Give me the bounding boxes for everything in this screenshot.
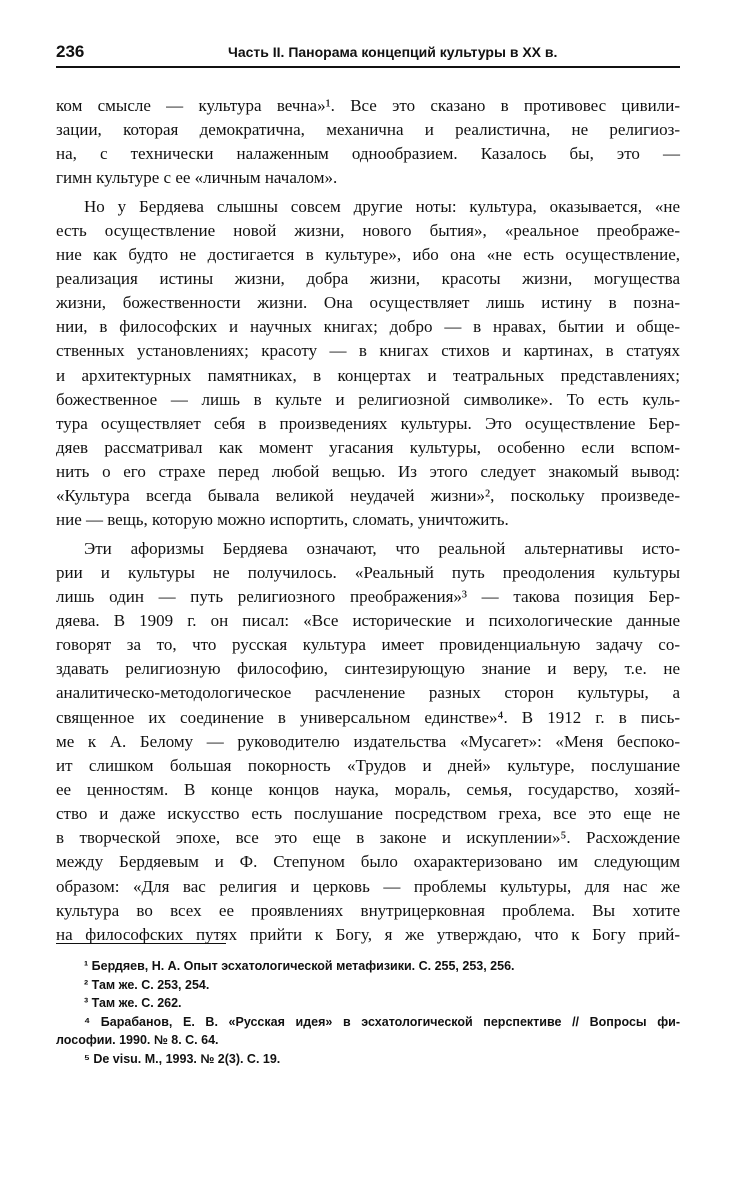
text-line: священное их соединение в универсальном единстве»⁴. В 1912 г. в пись- bbox=[56, 707, 680, 727]
text-line: ние как будто не достигается в культуре», ибо она «не есть осуществление, bbox=[56, 244, 680, 264]
text-line: реализация истины жизни, добра жизни, красоты жизни, могущества bbox=[56, 268, 680, 288]
text-line: «Культура всегда бывала великой неудачей жизни»², поскольку произведе- bbox=[56, 486, 680, 506]
body-text bbox=[56, 94, 680, 947]
text-line: божественное — лишь в культе и религиозной символике». То есть куль- bbox=[56, 389, 680, 409]
text-line: дяев рассматривал как момент угасания культуры, особенно если вспом- bbox=[56, 437, 680, 457]
text-line: ее ценностям. В конце концов наука, мораль, семья, государство, хозяй- bbox=[56, 779, 680, 799]
footnote: ¹ Бердяев, Н. А. Опыт эсхатологической метафизики. С. 255, 253, 256. bbox=[84, 959, 515, 973]
text-line: ние — вещь, которую можно испортить, сломать, уничтожить. bbox=[56, 510, 509, 530]
footnote-continuation: лософии. 1990. № 8. С. 64. bbox=[56, 1033, 219, 1047]
text-line: здавать религиозную философию, синтезирующую знание и веру, т.е. не bbox=[56, 659, 680, 679]
text-line: в творческой эпохе, все это еще в законе и искуплении»⁵. Расхождение bbox=[56, 828, 680, 848]
text-line: Эти афоризмы Бердяева означают, что реальной альтернативы исто- bbox=[84, 538, 680, 558]
footnotes bbox=[56, 957, 680, 1068]
text-line: нии, в философских и научных книгах; добро — в нравах, бытии и обще- bbox=[56, 317, 680, 337]
text-line: есть осуществление новой жизни, нового бытия», «реальное преображе- bbox=[56, 220, 680, 240]
text-line: рии и культуры не получилось. «Реальный путь преодоления культуры bbox=[56, 562, 680, 582]
footnote: ⁵ De visu. M., 1993. № 2(3). С. 19. bbox=[84, 1051, 281, 1066]
footnote: ³ Там же. С. 262. bbox=[84, 996, 182, 1010]
text-line: гимн культуре с ее «личным началом». bbox=[56, 168, 338, 188]
footnote: ⁴ Барабанов, Е. В. «Русская идея» в эсхатологической перспективе // Вопросы фи- bbox=[84, 1014, 680, 1029]
text-line: дяева. В 1909 г. он писал: «Все исторические и психологические данные bbox=[56, 610, 680, 630]
text-line: тура осуществляет себя в произведениях культуры. Это осуществление Бер- bbox=[56, 413, 680, 433]
text-line: ит слишком большая покорность «Трудов и дней» культуре, послушание bbox=[56, 755, 680, 775]
text-line: зации, которая демократична, механична и реалистична, не религиоз- bbox=[56, 120, 680, 140]
text-line: аналитическо-методологическое расчленение разных сторон культуры, а bbox=[56, 683, 680, 703]
text-line: ственных установлениях; красоту — в книгах стихов и картинах, в статуях bbox=[56, 341, 680, 361]
page-header bbox=[56, 40, 680, 68]
text-line: на, с технически налаженным однообразием. Казалось бы, это — bbox=[56, 144, 680, 164]
running-title: Часть II. Панорама концепций культуры в XX в. bbox=[228, 44, 558, 60]
text-line: говорят за то, что русская культура имеет провиденциальную задачу со- bbox=[56, 635, 680, 655]
text-line: культура во всех ее проявлениях внутрицерковная проблема. Вы хотите bbox=[56, 900, 680, 920]
text-line: на философских путях прийти к Богу, я же утверждаю, что к Богу прий- bbox=[56, 924, 680, 944]
text-line: жизни, божественности жизни. Она осуществляет лишь истину в позна- bbox=[56, 293, 680, 313]
text-line: образом: «Для вас религия и церковь — проблемы культуры, для нас же bbox=[56, 876, 680, 896]
text-line: ство и даже искусство есть послушание посредством греха, все это еще не bbox=[56, 804, 680, 824]
footnote: ² Там же. С. 253, 254. bbox=[84, 977, 210, 992]
footnote-divider bbox=[56, 943, 226, 944]
text-line: и архитектурных памятниках, в концертах и театральных представлениях; bbox=[56, 365, 680, 385]
text-line: ком смысле — культура вечна»¹. Все это сказано в противовес цивили- bbox=[56, 96, 680, 115]
text-line: ме к А. Белому — руководителю издательства «Мусагет»: «Меня беспоко- bbox=[56, 731, 680, 751]
text-line: Но у Бердяева слышны совсем другие ноты: культура, оказывается, «не bbox=[84, 196, 680, 216]
page-number: 236 bbox=[56, 42, 85, 61]
text-line: между Бердяевым и Ф. Степуном было охарактеризовано им следующим bbox=[56, 852, 680, 872]
text-line: лишь один — путь религиозного преображения»³ — такова позиция Бер- bbox=[56, 586, 680, 606]
text-line: нить о его страхе перед любой вещью. Из этого следует знакомый вывод: bbox=[56, 462, 680, 482]
